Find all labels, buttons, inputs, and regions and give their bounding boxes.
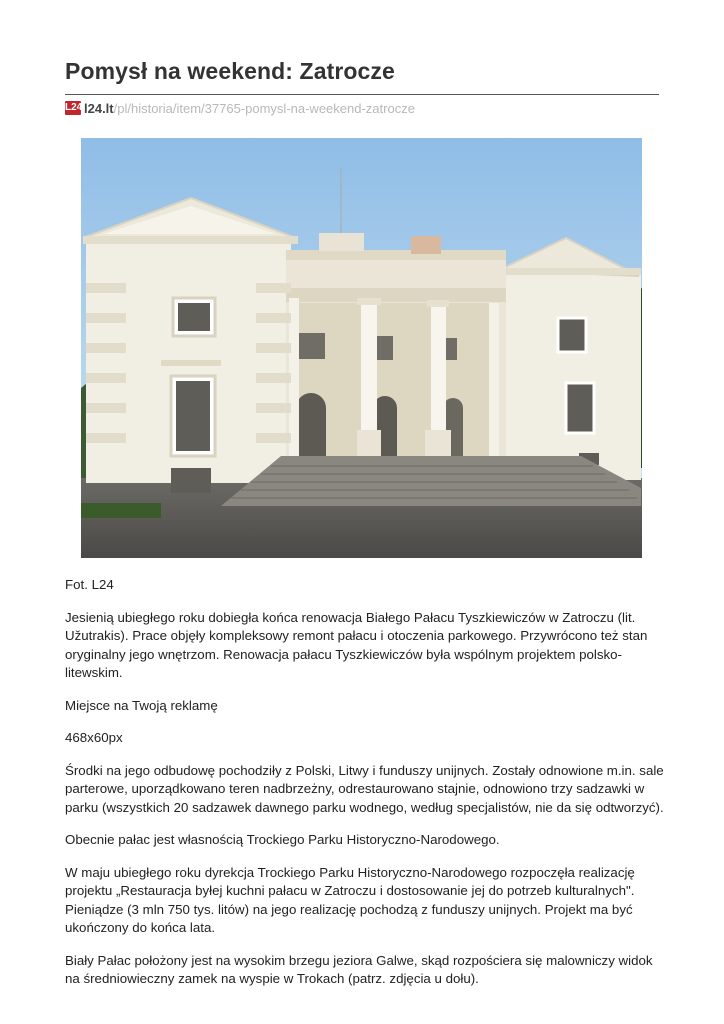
l24-logo-icon: L24 <box>65 102 83 113</box>
source-path[interactable]: /pl/historia/item/37765-pomysl-na-weekend-zatrocze <box>113 100 415 116</box>
article-title: Pomysł na weekend: Zatrocze <box>65 58 395 84</box>
article-paragraph: Biały Pałac położony jest na wysokim brzegu jeziora Galwe, skąd rozpościera się malowniczy widok na średniowieczny zamek na wyspie w Trokach (patrz. zdjęcia u dołu). <box>65 952 653 986</box>
palace-photo <box>81 138 642 558</box>
article-paragraph: Obecnie pałac jest własnością Trockiego Parku Historyczno-Narodowego. <box>65 832 500 847</box>
source-line[interactable] <box>65 100 415 116</box>
ad-placeholder-label: Miejsce na Twoją reklamę <box>65 697 218 713</box>
article-paragraph: Środki na jego odbudowę pochodziły z Polski, Litwy i funduszy unijnych. Zostały odnowione m.in. sale parterowe, uporządkowano teren nadbrzeżny, odrestaurowano stajnie, odnowiono trzy sadzawki w parku (wszystkich 20 sadzawek dawnego parku wodnego, według specjalistów, nie da się odtworzyć). <box>65 762 664 815</box>
article-paragraph: Jesienią ubiegłego roku dobiegła końca renowacja Białego Pałacu Tyszkiewiczów w Zatroczu (lit. Užutrakis). Prace objęły kompleksowy remont pałacu i otoczenia parkowego. Przywrócono też stan oryginalny jego wnętrzom. Renowacja pałacu Tyszkiewiczów była wspólnym projektem polsko-litewskim. <box>65 609 648 680</box>
ad-size-label: 468x60px <box>65 730 123 745</box>
article-body <box>65 576 665 1003</box>
title-divider <box>65 94 659 95</box>
article-paragraph: W maju ubiegłego roku dyrekcja Trockiego Parku Historyczno-Narodowego rozpoczęła realizację projektu „Restauracja byłej kuchni pałacu w Zatroczu i dostosowanie jej do potrzeb kulturalnych". Pieniądze (3 mln 750 tys. litów) na jego realizację pochodzą z funduszy unijnych. Projekt ma być ukończony do końca lata. <box>65 864 635 935</box>
source-domain[interactable]: l24.lt <box>84 100 114 116</box>
photo-caption: Fot. L24 <box>65 577 114 592</box>
